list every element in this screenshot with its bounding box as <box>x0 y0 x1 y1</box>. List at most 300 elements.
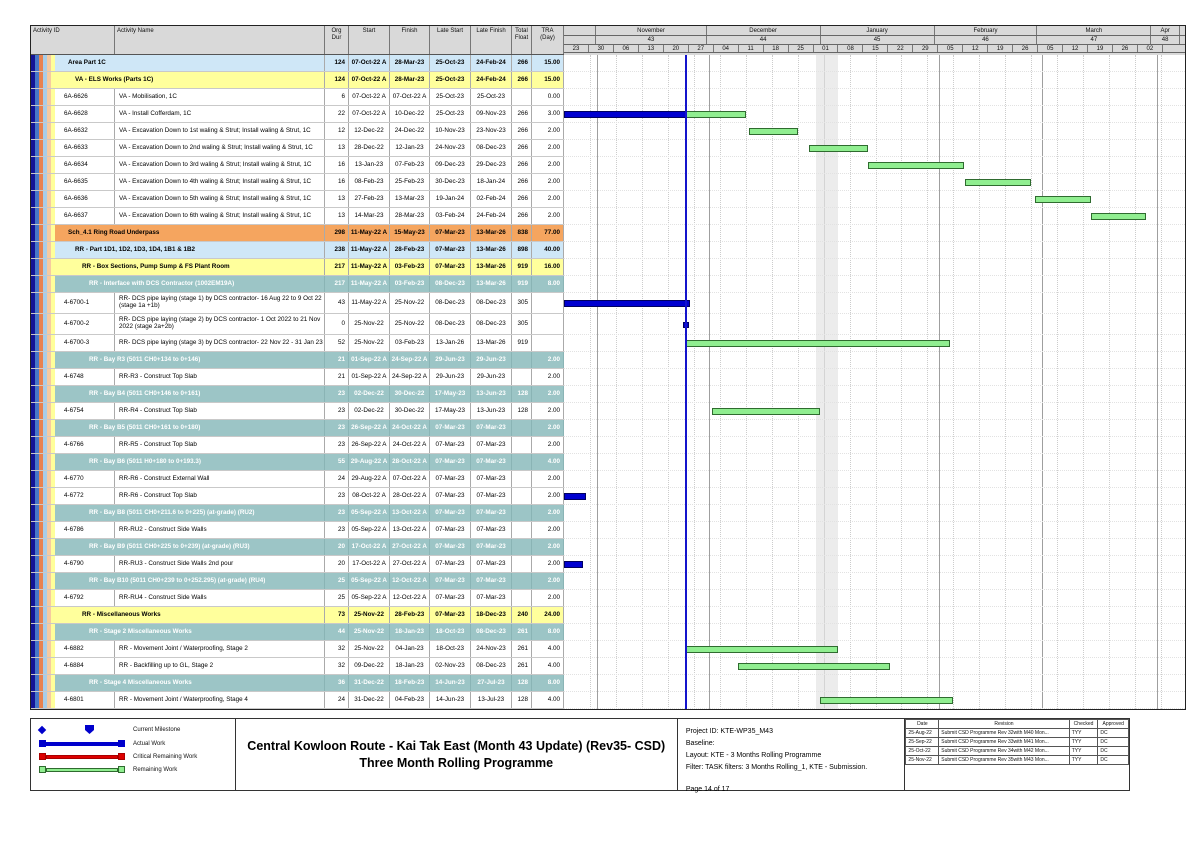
org-dur: 23 <box>325 437 349 453</box>
group-row <box>31 420 564 437</box>
gantt-schedule <box>30 25 1186 710</box>
late-start-date: 29-Jun-23 <box>430 369 471 385</box>
legend-item <box>39 753 227 760</box>
activity-name: RR - Movement Joint / Waterproofing, Stage 4 <box>115 692 325 708</box>
late-start-date: 03-Feb-24 <box>430 208 471 224</box>
gantt-row <box>564 522 1185 539</box>
start-date: 25-Nov-22 <box>349 607 390 623</box>
start-date: 26-Sep-22 A <box>349 437 390 453</box>
late-finish-date: 25-Oct-23 <box>471 89 512 105</box>
total-float: 919 <box>512 276 532 292</box>
hierarchy-stripe <box>51 556 55 572</box>
legend-bar-segment <box>46 768 118 772</box>
activity-name: RR-R6 - Construct Top Slab <box>115 488 325 504</box>
hierarchy-stripes <box>31 55 57 71</box>
late-start-date: 07-Mar-23 <box>430 556 471 572</box>
hierarchy-stripes <box>31 352 57 368</box>
timeline-weeknum-cell: 47 <box>1037 36 1151 44</box>
activity-row <box>31 590 564 607</box>
timeline-day-tick: 13 <box>639 45 664 52</box>
activity-name: RR-RU4 - Construct Side Walls <box>115 590 325 606</box>
hierarchy-stripes <box>31 157 57 173</box>
revision-row <box>906 747 1129 756</box>
timeline-month-cell <box>564 26 596 35</box>
finish-date: 28-Mar-23 <box>390 208 430 224</box>
hierarchy-stripe <box>51 89 55 105</box>
group-name: RR - Bay B4 (5011 CH0+146 to 0+161) <box>57 386 325 402</box>
late-finish-date: 09-Nov-23 <box>471 106 512 122</box>
revision-header-date: Date <box>906 720 939 729</box>
org-dur: 20 <box>325 556 349 572</box>
gantt-row <box>564 488 1185 505</box>
org-dur: 23 <box>325 488 349 504</box>
revision-checked: TYY <box>1069 747 1098 756</box>
timeline-weeknum-cell <box>564 36 596 44</box>
late-finish-date: 13-Jun-23 <box>471 403 512 419</box>
timeline-month-cell: February <box>935 26 1038 35</box>
activity-id: 4-6786 <box>57 522 115 538</box>
total-float: 128 <box>512 403 532 419</box>
activity-row <box>31 123 564 140</box>
late-start-date: 25-Oct-23 <box>430 89 471 105</box>
revision-box <box>904 719 1129 790</box>
revision-checked: TYY <box>1069 729 1098 738</box>
tra-days: 3.00 <box>532 106 564 122</box>
tra-days: 2.00 <box>532 174 564 190</box>
activity-table <box>31 55 564 709</box>
revision-approved: DC <box>1098 738 1129 747</box>
late-start-date: 29-Jun-23 <box>430 352 471 368</box>
finish-date: 25-Feb-23 <box>390 174 430 190</box>
hierarchy-stripes <box>31 89 57 105</box>
finish-date: 04-Feb-23 <box>390 692 430 708</box>
timeline-day-tick: 26 <box>1013 45 1038 52</box>
activity-id: 4-6801 <box>57 692 115 708</box>
gantt-row <box>564 556 1185 573</box>
total-float: 261 <box>512 624 532 640</box>
tra-days: 2.00 <box>532 157 564 173</box>
late-finish-date: 29-Jun-23 <box>471 352 512 368</box>
hierarchy-stripe <box>51 123 55 139</box>
gantt-row <box>564 454 1185 471</box>
activity-id: 6A-6633 <box>57 140 115 156</box>
hierarchy-stripe <box>51 140 55 156</box>
activity-name: VA - Excavation Down to 1st waling & Strut; Install waling & Strut, 1C <box>115 123 325 139</box>
activity-id: 6A-6637 <box>57 208 115 224</box>
tra-days: 2.00 <box>532 386 564 402</box>
finish-date: 28-Feb-23 <box>390 607 430 623</box>
revision-description: Submit CSD Programme Rev 34with M42 Mon... <box>939 747 1069 756</box>
start-date: 26-Sep-22 A <box>349 420 390 436</box>
title-box <box>236 719 678 790</box>
project-info-line: Filter: TASK filters: 3 Months Rolling_1, KTE - Submission. <box>685 763 868 771</box>
org-dur: 25 <box>325 590 349 606</box>
column-header-activity-name: Activity Name <box>115 26 325 54</box>
finish-date: 10-Dec-22 <box>390 106 430 122</box>
org-dur: 23 <box>325 386 349 402</box>
finish-date: 24-Sep-22 A <box>390 369 430 385</box>
finish-date: 30-Dec-22 <box>390 386 430 402</box>
activity-row <box>31 692 564 709</box>
activity-id: 4-6884 <box>57 658 115 674</box>
group-row <box>31 225 564 242</box>
hierarchy-stripe <box>51 420 55 436</box>
gantt-row <box>564 624 1185 641</box>
hierarchy-stripe <box>51 55 55 71</box>
timeline-day-tick: 05 <box>938 45 963 52</box>
hierarchy-stripe <box>51 454 55 470</box>
group-row <box>31 276 564 293</box>
start-date: 05-Sep-22 A <box>349 505 390 521</box>
timeline-day-tick: 06 <box>614 45 639 52</box>
hierarchy-stripes <box>31 658 57 674</box>
revision-approved: DC <box>1098 756 1129 765</box>
late-start-date: 07-Mar-23 <box>430 522 471 538</box>
total-float <box>512 522 532 538</box>
hierarchy-stripe <box>51 590 55 606</box>
total-float <box>512 556 532 572</box>
late-start-date: 08-Dec-23 <box>430 276 471 292</box>
late-finish-date: 24-Feb-24 <box>471 72 512 88</box>
start-date: 25-Nov-22 <box>349 314 390 334</box>
total-float <box>512 505 532 521</box>
hierarchy-stripe <box>51 522 55 538</box>
timeline-month-cell: March <box>1037 26 1151 35</box>
gantt-row <box>564 675 1185 692</box>
late-start-date: 02-Nov-23 <box>430 658 471 674</box>
hierarchy-stripe <box>51 106 55 122</box>
gantt-row <box>564 607 1185 624</box>
start-date: 25-Nov-22 <box>349 624 390 640</box>
legend-item <box>39 725 227 734</box>
total-float <box>512 89 532 105</box>
hierarchy-stripes <box>31 314 57 334</box>
start-date: 17-Oct-22 A <box>349 556 390 572</box>
late-finish-date: 07-Mar-23 <box>471 471 512 487</box>
hierarchy-stripe <box>51 641 55 657</box>
hierarchy-stripe <box>51 437 55 453</box>
timeline-day-tick: 30 <box>589 45 614 52</box>
tra-days: 8.00 <box>532 675 564 691</box>
late-start-date: 07-Mar-23 <box>430 573 471 589</box>
total-float <box>512 590 532 606</box>
activity-row <box>31 437 564 454</box>
total-float: 128 <box>512 386 532 402</box>
legend-bar-segment <box>39 766 46 773</box>
hierarchy-stripes <box>31 590 57 606</box>
finish-date: 28-Oct-22 A <box>390 488 430 504</box>
revision-header-checked: Checked <box>1069 720 1098 729</box>
activity-name: RR-R6 - Construct External Wall <box>115 471 325 487</box>
gantt-row <box>564 72 1185 89</box>
legend-bar-segment <box>46 755 118 759</box>
late-start-date: 10-Nov-23 <box>430 123 471 139</box>
start-date: 08-Feb-23 <box>349 174 390 190</box>
hierarchy-stripes <box>31 225 57 241</box>
org-dur: 23 <box>325 403 349 419</box>
org-dur: 6 <box>325 89 349 105</box>
actual-work-bar <box>564 493 586 500</box>
late-start-date: 07-Mar-23 <box>430 539 471 555</box>
tra-days: 0.00 <box>532 89 564 105</box>
late-finish-date: 24-Feb-24 <box>471 208 512 224</box>
activity-row <box>31 174 564 191</box>
gantt-row <box>564 314 1185 335</box>
group-row <box>31 55 564 72</box>
hierarchy-stripes <box>31 641 57 657</box>
activity-id: 4-6792 <box>57 590 115 606</box>
total-float: 240 <box>512 607 532 623</box>
group-name: VA - ELS Works (Parts 1C) <box>57 72 325 88</box>
group-row <box>31 505 564 522</box>
activity-row <box>31 140 564 157</box>
org-dur: 21 <box>325 352 349 368</box>
start-date: 01-Sep-22 A <box>349 352 390 368</box>
legend-item <box>39 766 227 773</box>
tra-days: 4.00 <box>532 692 564 708</box>
activity-id: 4-6700-3 <box>57 335 115 351</box>
tra-days: 2.00 <box>532 420 564 436</box>
tra-days: 2.00 <box>532 208 564 224</box>
hierarchy-stripes <box>31 293 57 313</box>
hierarchy-stripes <box>31 488 57 504</box>
hierarchy-stripes <box>31 607 57 623</box>
legend-bar-segment <box>118 740 125 747</box>
org-dur: 13 <box>325 140 349 156</box>
late-finish-date: 07-Mar-23 <box>471 539 512 555</box>
remaining-work-bar <box>686 111 745 118</box>
group-name: RR - Miscellaneous Works <box>57 607 325 623</box>
org-dur: 73 <box>325 607 349 623</box>
activity-row <box>31 208 564 225</box>
late-finish-date: 24-Feb-24 <box>471 55 512 71</box>
legend-bar-segment <box>46 742 118 746</box>
late-start-date: 30-Dec-23 <box>430 174 471 190</box>
activity-id: 6A-6628 <box>57 106 115 122</box>
tra-days: 4.00 <box>532 454 564 470</box>
remaining-work-bar <box>965 179 1032 186</box>
org-dur: 36 <box>325 675 349 691</box>
timeline-day-tick: 12 <box>963 45 988 52</box>
total-float: 919 <box>512 259 532 275</box>
project-info-box <box>678 719 905 793</box>
late-finish-date: 07-Mar-23 <box>471 573 512 589</box>
revision-row <box>906 738 1129 747</box>
hierarchy-stripes <box>31 335 57 351</box>
late-finish-date: 08-Dec-23 <box>471 140 512 156</box>
total-float <box>512 420 532 436</box>
tra-days: 2.00 <box>532 573 564 589</box>
column-header-tra-day-: TRA (Day) <box>532 26 564 54</box>
activity-id: 4-6754 <box>57 403 115 419</box>
total-float: 898 <box>512 242 532 258</box>
late-finish-date: 27-Jul-23 <box>471 675 512 691</box>
start-date: 27-Feb-23 <box>349 191 390 207</box>
total-float: 128 <box>512 675 532 691</box>
total-float <box>512 437 532 453</box>
late-start-date: 25-Oct-23 <box>430 72 471 88</box>
timeline-weeknum-cell: 48 <box>1151 36 1180 44</box>
remaining-work-bar <box>1091 213 1147 220</box>
gantt-row <box>564 641 1185 658</box>
group-row <box>31 454 564 471</box>
start-date: 01-Sep-22 A <box>349 369 390 385</box>
hierarchy-stripes <box>31 522 57 538</box>
finish-date: 13-Mar-23 <box>390 191 430 207</box>
org-dur: 43 <box>325 293 349 313</box>
late-start-date: 25-Oct-23 <box>430 55 471 71</box>
hierarchy-stripes <box>31 106 57 122</box>
activity-row <box>31 106 564 123</box>
finish-date: 03-Feb-23 <box>390 335 430 351</box>
gantt-row <box>564 539 1185 556</box>
group-name: RR - Bay R3 (5011 CH0+134 to 0+146) <box>57 352 325 368</box>
legend-label: Critical Remaining Work <box>133 753 198 760</box>
hierarchy-stripe <box>51 335 55 351</box>
activity-id: 4-6700-2 <box>57 314 115 334</box>
timeline-day-tick: 01 <box>814 45 839 52</box>
timeline-day-tick: 20 <box>664 45 689 52</box>
tra-days: 8.00 <box>532 624 564 640</box>
revision-date: 25-Aug-22 <box>906 729 939 738</box>
late-start-date: 13-Jan-26 <box>430 335 471 351</box>
tra-days: 2.00 <box>532 140 564 156</box>
hierarchy-stripe <box>51 505 55 521</box>
total-float: 305 <box>512 314 532 334</box>
late-finish-date: 29-Jun-23 <box>471 369 512 385</box>
legend-bar-segment <box>39 753 46 760</box>
tra-days: 8.00 <box>532 276 564 292</box>
late-start-date: 07-Mar-23 <box>430 607 471 623</box>
gantt-row <box>564 471 1185 488</box>
start-date: 25-Nov-22 <box>349 641 390 657</box>
timeline-day-tick: 26 <box>1113 45 1138 52</box>
legend-box <box>31 719 236 790</box>
group-name: Area Part 1C <box>57 55 325 71</box>
tra-days: 4.00 <box>532 641 564 657</box>
column-header-total-float: Total Float <box>512 26 532 54</box>
finish-date: 18-Jan-23 <box>390 624 430 640</box>
timeline-month-cell: December <box>707 26 821 35</box>
hierarchy-stripe <box>51 369 55 385</box>
finish-date: 30-Dec-22 <box>390 403 430 419</box>
activity-name: RR - Movement Joint / Waterproofing, Stage 2 <box>115 641 325 657</box>
activity-row <box>31 293 564 314</box>
revision-approved: DC <box>1098 729 1129 738</box>
group-name: RR - Bay B8 (5011 CH0+211.6 to 0+225) (at-grade) (RU2) <box>57 505 325 521</box>
tra-days: 2.00 <box>532 191 564 207</box>
page-number: Page 14 of 17 <box>685 785 730 793</box>
group-row <box>31 386 564 403</box>
table-column-headers <box>31 26 564 55</box>
gantt-row <box>564 191 1185 208</box>
tra-days: 4.00 <box>532 658 564 674</box>
finish-date: 24-Oct-22 A <box>390 437 430 453</box>
late-finish-date: 13-Mar-26 <box>471 276 512 292</box>
finish-date: 13-Oct-22 A <box>390 522 430 538</box>
hierarchy-stripe <box>51 259 55 275</box>
total-float: 266 <box>512 174 532 190</box>
revision-row <box>906 729 1129 738</box>
org-dur: 13 <box>325 208 349 224</box>
tra-days: 40.00 <box>532 242 564 258</box>
activity-name: RR- DCS pipe laying (stage 1) by DCS contractor- 16 Aug 22 to 9 Oct 22 (stage 1a +1b) <box>115 293 325 313</box>
diamond-icon <box>38 725 46 733</box>
late-finish-date: 07-Mar-23 <box>471 488 512 504</box>
hierarchy-stripe <box>51 488 55 504</box>
late-finish-date: 13-Mar-26 <box>471 259 512 275</box>
activity-row <box>31 157 564 174</box>
tra-days <box>532 314 564 334</box>
late-start-date: 17-May-23 <box>430 403 471 419</box>
timeline-month-cell: Apr <box>1151 26 1180 35</box>
tra-days: 2.00 <box>532 437 564 453</box>
timeline-day-tick: 19 <box>988 45 1013 52</box>
gantt-row <box>564 123 1185 140</box>
hierarchy-stripe <box>51 157 55 173</box>
project-info-line: Baseline: <box>685 739 715 747</box>
revision-checked: TYY <box>1069 738 1098 747</box>
late-start-date: 07-Mar-23 <box>430 437 471 453</box>
hierarchy-stripe <box>51 314 55 334</box>
bar-legend-icon <box>39 766 125 773</box>
late-start-date: 18-Oct-23 <box>430 641 471 657</box>
late-start-date: 08-Dec-23 <box>430 293 471 313</box>
group-name: RR - Part 1D1, 1D2, 1D3, 1D4, 1B1 & 1B2 <box>57 242 325 258</box>
remaining-work-bar <box>738 663 890 670</box>
total-float <box>512 488 532 504</box>
start-date: 11-May-22 A <box>349 225 390 241</box>
late-finish-date: 07-Mar-23 <box>471 505 512 521</box>
org-dur: 0 <box>325 314 349 334</box>
start-date: 02-Dec-22 <box>349 403 390 419</box>
timeline-day-tick: 27 <box>689 45 714 52</box>
column-header-finish: Finish <box>390 26 430 54</box>
total-float: 261 <box>512 641 532 657</box>
activity-name: VA - Mobilisation, 1C <box>115 89 325 105</box>
gantt-row <box>564 242 1185 259</box>
total-float: 266 <box>512 208 532 224</box>
hierarchy-stripe <box>51 624 55 640</box>
late-finish-date: 08-Dec-23 <box>471 293 512 313</box>
tra-days: 16.00 <box>532 259 564 275</box>
total-float: 919 <box>512 335 532 351</box>
finish-date: 28-Oct-22 A <box>390 454 430 470</box>
revision-description: Submit CSD Programme Rev 32with M40 Mon... <box>939 729 1069 738</box>
late-start-date: 07-Mar-23 <box>430 454 471 470</box>
group-name: RR - Stage 2 Miscellaneous Works <box>57 624 325 640</box>
revision-header-approved: Approved <box>1098 720 1129 729</box>
tra-days: 24.00 <box>532 607 564 623</box>
finish-date: 25-Nov-22 <box>390 314 430 334</box>
start-date: 02-Dec-22 <box>349 386 390 402</box>
late-start-date: 14-Jun-23 <box>430 675 471 691</box>
timeline-day-tick: 23 <box>564 45 589 52</box>
group-name: Sch_4.1 Ring Road Underpass <box>57 225 325 241</box>
revision-date: 25-Nov-22 <box>906 756 939 765</box>
late-finish-date: 08-Dec-23 <box>471 314 512 334</box>
org-dur: 23 <box>325 420 349 436</box>
late-finish-date: 07-Mar-23 <box>471 437 512 453</box>
activity-row <box>31 369 564 386</box>
hierarchy-stripe <box>51 276 55 292</box>
remaining-work-bar <box>1035 196 1091 203</box>
total-float: 266 <box>512 191 532 207</box>
revision-description: Submit CSD Programme Rev 35with M43 Mon... <box>939 756 1069 765</box>
hierarchy-stripe <box>51 72 55 88</box>
start-date: 09-Dec-22 <box>349 658 390 674</box>
total-float: 266 <box>512 106 532 122</box>
